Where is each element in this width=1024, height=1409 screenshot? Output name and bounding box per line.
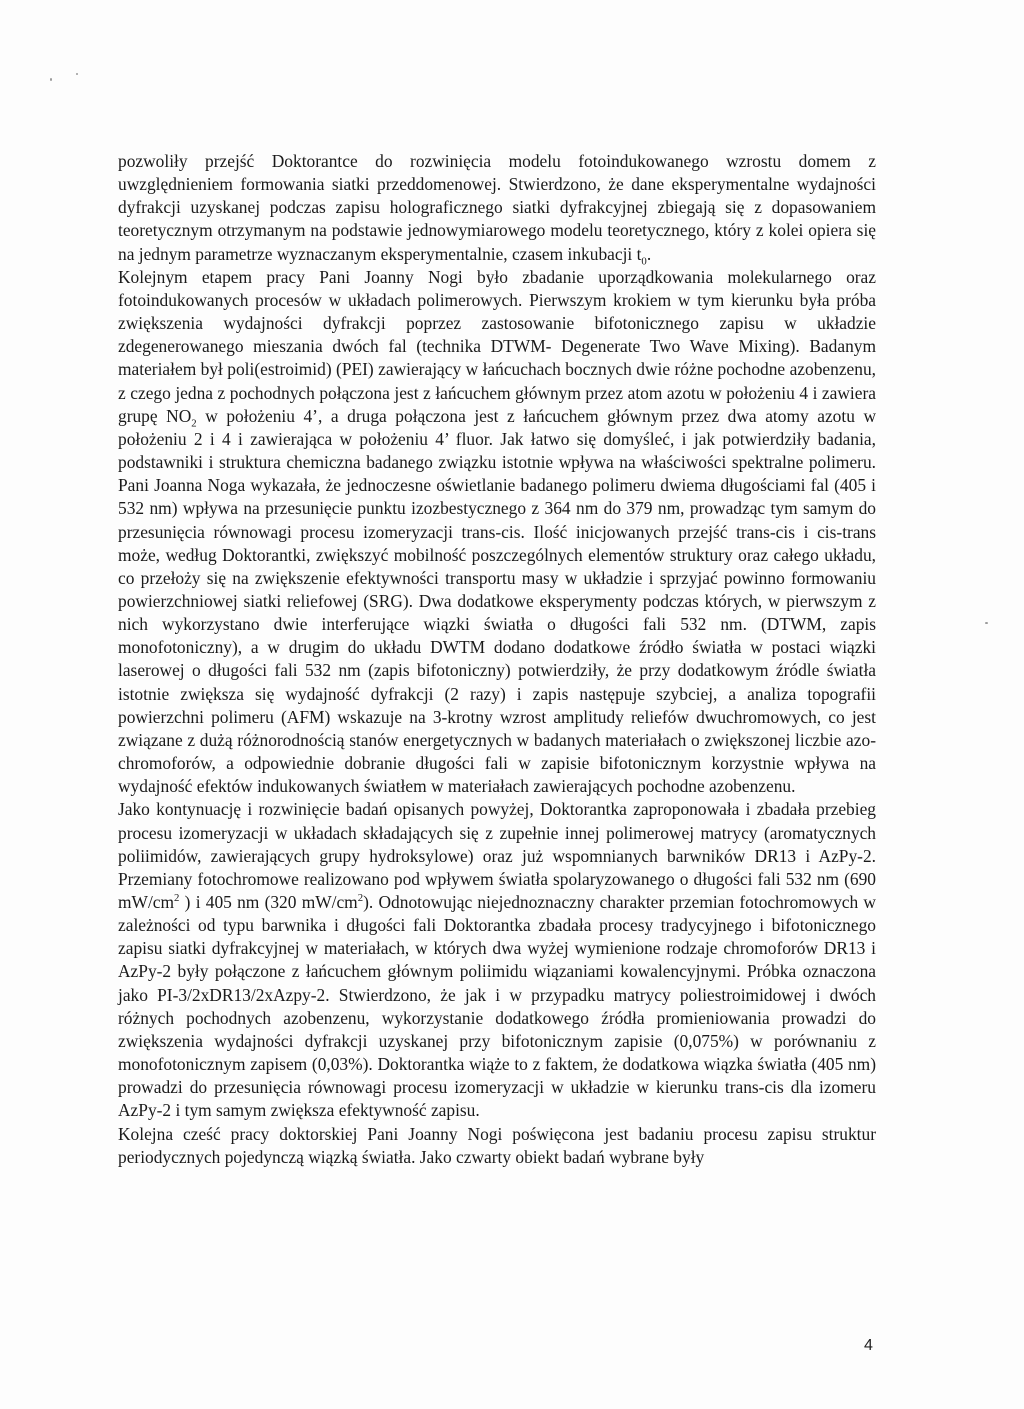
scan-speck bbox=[76, 73, 78, 75]
superscript-text: 2 bbox=[174, 892, 180, 905]
scan-speck bbox=[50, 78, 52, 81]
subscript-text: 2 bbox=[191, 417, 197, 430]
paragraph-text: ). Odnotowując niejednoznaczny charakter przemian fotochromowych w zależności od typu barwnika i długości fali Doktorantka zbadała procesy tradycyjnego i bifotonicznego zapisu siatki dyfrakcyjnej w materiałach, w których dwa wyżej wymienione rodzaje chromoforów DR13 i AzPy-2 były połączone z łańcuchem głównym poliimidu wiązaniami kowalencyjnymi. Próbka oznaczona jako PI-3/2xDR13/2xAzpy-2. Stwierdzono, że jak i w przypadku matrycy poliestroimidowej i dwóch różnych pochodnych azobenzenu, wykorzystanie dodatkowego źródła promieniowania prowadzi do zwiększenia wydajności dyfrakcji uzyskanej przy bifotonicznym zapisie (0,075%) w porównaniu z monofotonicznym zapisem (0,03%). Doktorantka wiąże to z faktem, że dodatkowa wiązka światła (405 nm) prowadzi do przesunięcia równowagi procesu izomeryzacji w układzie w kierunku trans-cis dla izomeru AzPy-2 i tym samym zwiększa efektywność zapisu. bbox=[118, 892, 876, 1121]
paragraph bbox=[118, 1123, 876, 1169]
paragraph-text: w położeniu 4’, a druga połączona jest z łańcuchem głównym przez dwa atomy azotu w położeniu 2 i 4 i zawierająca w położeniu 4’ fluor. Jak łatwo się domyśleć, i jak potwierdziły badania, podstawniki i struktura chemiczna badanego związku istotnie wpływa na właściwości spektralne polimeru. Pani Joanna Noga wykazała, że jednoczesne oświetlanie badanego polimeru dwiema długościami fal (405 i 532 nm) wpływa na przesunięcie punktu izozbestycznego z 364 nm do 379 nm, prowadząc tym samym do przesunięcia równowagi procesu izomeryzacji trans-cis. Ilość inicjowanych przejść trans-cis i cis-trans może, według Doktorantki, zwiększyć mobilność poszczególnych elementów struktury oraz całego układu, co przełoży się na zwiększenie efektywności transportu masy w układzie i sprzyjać powinno formowaniu powierzchniowej siatki reliefowej (SRG). Dwa dodatkowe eksperymenty podczas których, w pierwszym z nich wykorzystano dwie interferujące wiązki światła o długości fali 532 nm. (DTWM, zapis monofotoniczny), a w drugim do układu DWTM dodano dodatkowe źródło światła w postaci wiązki laserowej o długości fali 532 nm (zapis bifotoniczny) potwierdziły, że przy dodatkowym źródle światła istotnie zwiększa się wydajność dyfrakcji (2 razy) i zapis następuje szybciej, a analiza topografii powierzchni polimeru (AFM) wskazuje na 3-krotny wzrost amplitudy reliefów dwuchromowych, co jest związane z dużą różnorodnością stanów energetycznych w badanych materiałach o zwiększonej liczbie azo-chromoforów, a odpowiednie dobranie długości fali w zapisie bifotonicznym korzystnie wpływa na wydajność efektów indukowanych światłem w materiałach zawierających pochodne azobenzenu. bbox=[118, 405, 876, 797]
subscript-text: 0 bbox=[641, 255, 647, 268]
paragraph-text: ) i 405 nm (320 mW/cm bbox=[179, 892, 358, 912]
paragraph bbox=[118, 266, 876, 799]
page-number: 4 bbox=[864, 1337, 873, 1354]
paragraph bbox=[118, 798, 876, 1122]
paragraph-text: . bbox=[646, 243, 652, 264]
paragraph-text: Kolejnym etapem pracy Pani Joanny Nogi było zbadanie uporządkowania molekularnego oraz fotoindukowanych procesów w układach polimerowych. Pierwszym krokiem w tym kierunku była próba zwiększenia wydajności dyfrakcji poprzez zastosowanie bifotonicznego zapisu w układzie zdegenerowanego mieszania dwóch fal (technika DTWM- Degenerate Two Wave Mixing). Badanym materiałem był poli(estroimid) (PEI) zawierający w łańcuchach bocznych dwie różne pochodne azobenzenu, z czego jedna z pochodnych połączona jest z łańcuchem głównym przez atom azotu w położeniu 4 i zawiera grupę NO bbox=[118, 266, 876, 426]
superscript-text: 2 bbox=[357, 892, 364, 905]
document-body bbox=[118, 150, 876, 1169]
paragraph-text: Jako kontynuację i rozwinięcie badań opisanych powyżej, Doktorantka zaproponowała i zbadała przebieg procesu izomeryzacji w układach składających się z zupełnie innej polimerowej matrycy (aromatycznych poliimidów, zawierających grupy hydroksylowe) oraz już wspomnianych barwników DR13 i AzPy-2. Przemiany fotochromowe realizowano pod wpływem światła spolaryzowanego o długości fali 532 nm (690 mW/cm bbox=[118, 799, 876, 912]
paragraph-text: pozwoliły przejść Doktorantce do rozwinięcia modelu fotoindukowanego wzrostu domem z uwzględnieniem formowania siatki przeddomenowej. Stwierdzono, że dane eksperymentalne wydajności dyfrakcji uzyskanej podczas zapisu holograficznego siatki dyfrakcyjnej zbiegają się z dopasowaniem teoretycznym otrzymanym na podstawie jednowymiarowego modelu teoretycznego, który z kolei opiera się na jednym parametrze wyznaczanym eksperymentalnie, czasem inkubacji t bbox=[118, 151, 876, 264]
paragraph bbox=[118, 150, 876, 266]
scan-speck bbox=[985, 622, 988, 624]
paragraph-text: Kolejna cześć pracy doktorskiej Pani Joanny Nogi poświęcona jest badaniu procesu zapisu struktur periodycznych pojedynczą wiązką światła. Jako czwarty obiekt badań wybrane były bbox=[118, 1123, 876, 1167]
